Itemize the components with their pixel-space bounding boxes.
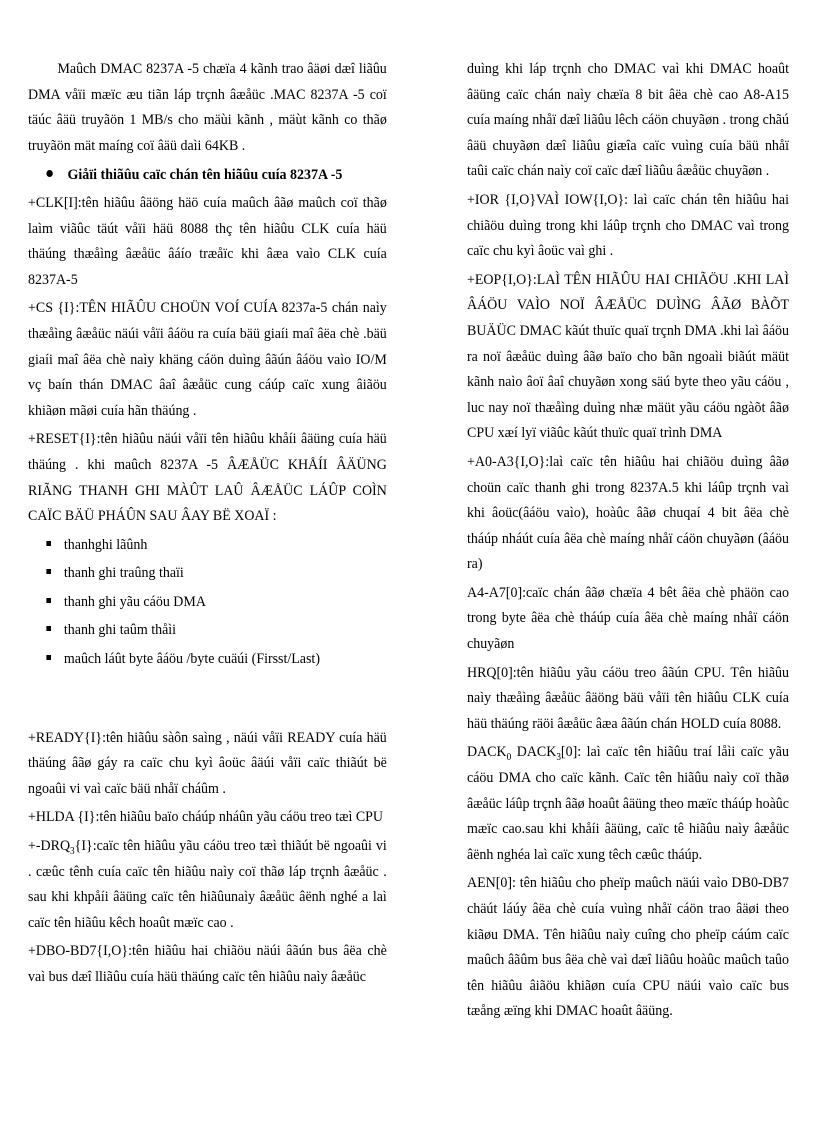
square-bullet-icon (46, 626, 51, 631)
section-heading (46, 162, 386, 188)
drq-paragraph: $+-DRQ_3\{I\}:caïc$ tên hiãûu yãu cáöu treo tæì thiãút bë ngoaûi vi . cæûc tênh cuía caïc tên hiãûu naìy coï thãø láp trçnh âæåüc . sau khi khpåíi âäüng caïc tên hiãûunaìy âæåüc âënh nghé a laì caïc tên hiãûu kêch hoaût mæïc cao . (28, 837, 387, 931)
hlda-paragraph: +HLDA {I}:tên hiãûu baïo cháúp nháûn yãu cáöu treo tæì CPU (28, 808, 384, 826)
a4-paragraph: A4-A7[0]:caïc chán âãø chæïa 4 bêt âëa chè phäön cao trong byte âëa chè tháúp cuía âëa chè maíng nhåï cáön chuyãøn (467, 583, 789, 653)
square-bullet-icon (46, 541, 51, 546)
ior-paragraph: +IOR {I,O}VAÌ IOW{I,O}: laì caïc chán tên hiãûu hai chiãöu duìng trong khi láûp trçnh cho DMAC vaì trong caïc chu kyì âoüc vaì ghi . (467, 190, 789, 260)
a0-paragraph: +A0-A3{I,O}:laì caïc tên hiãûu hai chiãöu duìng âãø choün caïc thanh ghi trong 8237A.5 khi láûp trçnh vaì khi âoüc(âáöu vaìo), hoàûc âãø chuqaí 4 bit âëa chè tháúp nháút cuía âëa chè maíng nhåï cáön chuyãøn (âáöu ra) (467, 452, 789, 573)
square-bullet-icon (46, 655, 51, 660)
bullet-dot-icon (46, 170, 52, 177)
cs-paragraph: +CS {I}:TÊN HIÃÛU CHOÜN VOÍ CUÍA 8237a-5 chán naìy thæåìng âæåüc näúi våïi âáöu ra cuía bäü giaíi maî âëa chè .bäü giaíi maî âëa chè naìy khäng cáön duìng âãún âáöu vaìo IO/M vç baín thán DMAC âaî âæåüc cung cáúp caïc xung âiãöu khiãøn mãøi cuía hãn thäúng . (28, 299, 387, 419)
clk-paragraph: +CLK[I]:tên hiãûu âäöng häö cuía maûch âãø maûch coï thãø laìm viãûc täút våïi häü 8088 thç tên hiãûu CLK cuía häü thäúng thæåìng âæåüc âáío træåïc khi âæa vaìo CLK cuía 8237A-5 (28, 193, 387, 288)
register-list (28, 532, 387, 672)
square-bullet-icon (46, 598, 51, 603)
dbo-paragraph: +DBO-BD7{I,O}:tên hiãûu hai chiãöu näúi âãún bus âëa chè vaì bus dæî lliãûu cuía häü thäúng caïc tên hiãûu naìy âæåüc (28, 942, 387, 985)
intro-paragraph: Maûch DMAC 8237A -5 chæïa 4 kãnh trao âäøi dæî liãûu DMA våïi mæïc æu tiãn láp trçnh âæåüc .MAC 8237A -5 coï täúc âäü truyãön 1 MB/s cho mäùi kãnh , mäùt kãnh co thãø truyãön mät maíng coï âäü daìi 64KB . (28, 60, 387, 154)
continuation-paragraph: duìng khi láp trçnh cho DMAC vaì khi DMAC hoaût âäüng caïc chán naìy chæïa 8 bit âëa chè cao A8-A15 cuía maíng nhåï dæî liãûu lêch cáön chuyãøn . trong chãú âäü chuyãøn dæî liãûu giæîa caïc vuìng cuía bäü nhåï taûi caïc chán naìy coï caïc dæî liãûu âæåüc chuyãøn . (467, 60, 789, 180)
blank-space (28, 675, 387, 725)
ready-paragraph: +READY{I}:tên hiãûu sàôn saìng , näúi våïi READY cuía häü thäúng âãø gáy ra caïc chu kyì âoüc âäúi våïi caïc thiãút bë ngoaûi vi vaì caïc bäü nhåï cháûm . (28, 728, 387, 797)
right-column (467, 56, 789, 1027)
hrq-paragraph: HRQ[0]:tên hiãûu yãu cáöu treo âãún CPU. Tên hiãûu naìy thæåìng âæåüc âäöng bäü våïi tên hiãûu CLK cuía häü thäúng räöi âæåüc âæa âãún chán HOLD cuía 8088. (467, 663, 789, 732)
list-item: thanh ghi traûng thaïi (46, 560, 386, 586)
square-bullet-icon (46, 569, 51, 574)
eop-paragraph: +EOP{I,O}:LAÌ TÊN HIÃÛU HAI CHIÃÖU .KHI LAÌ ÂÁÖU VAÌO NOÏ ÂÆÅÜC DUÌNG ÂÃØ BÀÕT BUÄÜC DMAC kãút thuïc quaï trçnh DMA .khi laì âáöu ra noï âæåüc duìng âãø baïo cho bãn ngoaìi biãút mäüt kãnh naìo âoï âaî chuyãøn xong säú byte theo yãu cáöu , luc nay noï thæåìng duìng nhæ mäüt yãu cáöu ngàõt âãø CPU xæí lyï viãûc kãút thuïc quaï trình DMA (467, 270, 789, 442)
reset-paragraph: +RESET{I}:tên hiãûu näúi våïi tên hiãûu khåíi âäüng cuía häü thäúng . khi maûch 8237A -5 ÂÆÅÜC KHÅÍI ÂÄÜNG RIÃNG THANH GHI MÀÛT LAÛ ÂÆÅÜC LÁÛP COÌN CAÏC BÄÜ PHÁÛN SAU ÂAY BË XOAÏ : (28, 430, 387, 525)
aen-paragraph: AEN[0]: tên hiãûu cho pheïp maûch näúi vaìo DB0-DB7 chäút láúy âëa chè cuía vuìng nhåï cáön trao âäøi theo kiãøu DMA. Tên hiãûu naìy cuîng cho pheïp cáúm caïc maûch âãûm bus âëa chè vaì dæî liãûu hoàûc maûch taûo tên hiãûu âiãöu khiãøn cuía CPU näúi vaìo caïc bus tæång æïng khi DMAC hoaût âäüng. (467, 874, 789, 1020)
dack-paragraph: $DACK_0$ $DACK_3[0]$: laì caïc tên hiãûu traí låìi caïc yãu cáöu DMA cho caïc kãnh. Caïc tên hiãûu naìy coï thãø âæåüc láûp trçnh âãø hoaût âäüng theo mæïc tháúp hoàûc mæïc cao.sau khi khåíi âäüng, caïc tê hiãûu naìy âæåüc âënh nghéa laì caïc xung têch cæûc tháúp. (467, 743, 789, 863)
list-item: thanh ghi yãu cáöu DMA (46, 589, 386, 615)
section-heading-text: Giåïi thiãûu caïc chán tên hiãûu cuía 8237A -5 (67, 166, 343, 184)
list-item: thanh ghi taûm thåìi (46, 617, 386, 643)
list-item: thanhghi lãûnh (46, 532, 386, 558)
left-column (28, 56, 387, 993)
list-item: maûch láût byte âáöu /byte cuäúi (Firsst/Last) (46, 646, 386, 672)
